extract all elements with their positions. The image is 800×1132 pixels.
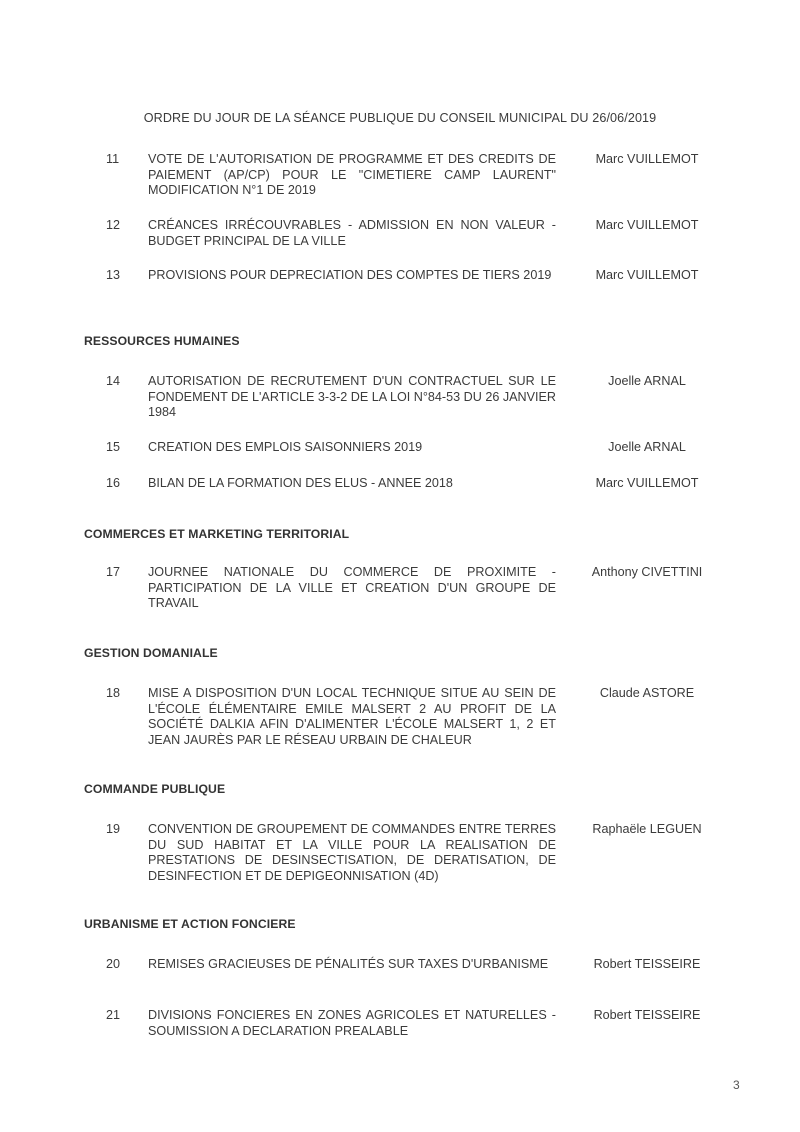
item-rapporteur: Joelle ARNAL bbox=[608, 374, 686, 388]
item-rapporteur: Anthony CIVETTINI bbox=[591, 565, 703, 579]
section-heading-urbanisme: URBANISME ET ACTION FONCIERE bbox=[84, 917, 296, 931]
item-rapporteur: Robert TEISSEIRE bbox=[593, 957, 701, 971]
item-number: 14 bbox=[106, 374, 121, 388]
item-rapporteur: Marc VUILLEMOT bbox=[595, 268, 699, 282]
item-text: MISE A DISPOSITION D'UN LOCAL TECHNIQUE SITUE AU SEIN DE L'ÉCOLE ÉLÉMENTAIRE EMILE MALSERT 2 AU PROFIT DE LA SOCIÉTÉ DALKIA AFIN D'ALIMENTER L'ÉCOLE MALSERT 1, 2 ET JEAN JAURÈS PAR LE RÉSEAU URBAIN DE CHALEUR bbox=[148, 686, 556, 747]
section-heading-gestion-domaniale: GESTION DOMANIALE bbox=[84, 646, 218, 660]
item-text: JOURNEE NATIONALE DU COMMERCE DE PROXIMITE - PARTICIPATION DE LA VILLE ET CREATION D'UN GROUPE DE TRAVAIL bbox=[148, 565, 556, 610]
item-rapporteur: Marc VUILLEMOT bbox=[595, 152, 699, 166]
item-rapporteur: Claude ASTORE bbox=[599, 686, 695, 700]
item-number: 13 bbox=[106, 268, 121, 282]
item-rapporteur: Marc VUILLEMOT bbox=[595, 218, 699, 232]
item-number: 18 bbox=[106, 686, 121, 700]
item-rapporteur: Raphaële LEGUEN bbox=[592, 822, 702, 836]
section-heading-commerces: COMMERCES ET MARKETING TERRITORIAL bbox=[84, 527, 350, 541]
page-number: 3 bbox=[733, 1078, 740, 1092]
item-number: 20 bbox=[106, 957, 121, 971]
item-number: 19 bbox=[106, 822, 121, 836]
item-number: 17 bbox=[106, 565, 121, 579]
item-text: AUTORISATION DE RECRUTEMENT D'UN CONTRACTUEL SUR LE FONDEMENT DE L'ARTICLE 3-3-2 DE LA LOI N°84-53 DU 26 JANVIER 1984 bbox=[148, 374, 557, 419]
item-number: 15 bbox=[106, 440, 121, 454]
item-rapporteur: Joelle ARNAL bbox=[608, 440, 686, 454]
item-number: 16 bbox=[106, 476, 121, 490]
item-text: DIVISIONS FONCIERES EN ZONES AGRICOLES ET NATURELLES - SOUMISSION A DECLARATION PREALABLE bbox=[148, 1008, 556, 1038]
item-text: CRÉANCES IRRÉCOUVRABLES - ADMISSION EN NON VALEUR - BUDGET PRINCIPAL DE LA VILLE bbox=[148, 218, 556, 248]
item-text: BILAN DE LA FORMATION DES ELUS - ANNEE 2018 bbox=[148, 476, 453, 490]
item-text: CONVENTION DE GROUPEMENT DE COMMANDES ENTRE TERRES DU SUD HABITAT ET LA VILLE POUR LA REALISATION DE PRESTATIONS DE DESINSECTISATION, DE DERATISATION, DE DESINFECTION ET DE DEPIGEONNISATION (4D) bbox=[148, 822, 556, 883]
item-rapporteur: Marc VUILLEMOT bbox=[595, 476, 699, 490]
item-number: 12 bbox=[106, 218, 121, 232]
section-heading-commande-publique: COMMANDE PUBLIQUE bbox=[84, 782, 226, 796]
page-title: ORDRE DU JOUR DE LA SÉANCE PUBLIQUE DU CONSEIL MUNICIPAL DU 26/06/2019 bbox=[143, 111, 657, 125]
section-heading-ressources-humaines: RESSOURCES HUMAINES bbox=[84, 334, 240, 348]
item-number: 11 bbox=[106, 152, 120, 166]
item-text: PROVISIONS POUR DEPRECIATION DES COMPTES DE TIERS 2019 bbox=[148, 268, 552, 282]
item-text: CREATION DES EMPLOIS SAISONNIERS 2019 bbox=[148, 440, 423, 454]
item-text: REMISES GRACIEUSES DE PÉNALITÉS SUR TAXES D'URBANISME bbox=[148, 957, 549, 971]
item-number: 21 bbox=[106, 1008, 121, 1022]
item-rapporteur: Robert TEISSEIRE bbox=[593, 1008, 701, 1022]
item-text: VOTE DE L'AUTORISATION DE PROGRAMME ET DES CREDITS DE PAIEMENT (AP/CP) POUR LE "CIMETIERE CAMP LAURENT" MODIFICATION N°1 DE 2019 bbox=[148, 152, 556, 197]
